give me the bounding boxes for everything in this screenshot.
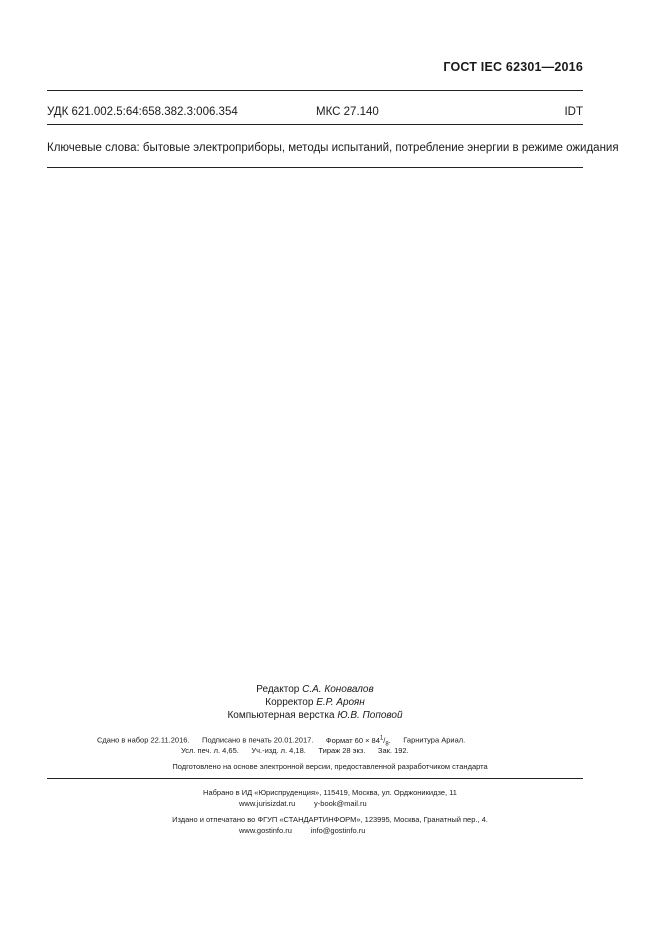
- printed-info: Издано и отпечатано во ФГУП «СТАНДАРТИНФОРМ», 123995, Москва, Гранатный пер., 4.: [172, 815, 488, 824]
- typeset-site-link[interactable]: www.jurisizdat.ru: [239, 799, 296, 808]
- udk-code: УДК 621.002.5:64:658.382.3:006.354: [47, 106, 238, 118]
- order-number: Зак. 192.: [377, 746, 409, 755]
- typeset-email-link[interactable]: y-book@mail.ru: [314, 799, 367, 808]
- prepared-note: Подготовлено на основе электронной версии, предоставленной разработчиком стандарта: [172, 762, 488, 771]
- printed-contacts: [239, 826, 365, 835]
- mks-code: МКС 27.140: [316, 106, 379, 118]
- footer-divider: [47, 778, 583, 779]
- format-prefix: Формат 60 × 84: [325, 735, 380, 745]
- format-sub: 8: [385, 741, 389, 747]
- idt-label: IDT: [564, 106, 583, 118]
- typeset-contacts: [239, 799, 367, 808]
- editor-label: Редактор: [256, 684, 300, 695]
- corrector-name: Е.Р. Ароян: [316, 697, 365, 708]
- font-info: Гарнитура Ариал.: [403, 735, 466, 745]
- classification-divider: [47, 124, 583, 125]
- format-sup: 1: [379, 735, 384, 741]
- layout-label: Компьютерная верстка: [227, 710, 335, 721]
- header-divider: [47, 90, 583, 91]
- pub-sheets: Уч.-изд. л. 4,18.: [251, 746, 306, 755]
- corrector-label: Корректор: [265, 697, 314, 708]
- standard-id: ГОСТ IEC 62301—2016: [443, 60, 583, 74]
- keywords-divider: [47, 167, 583, 168]
- print-format: Формат $60 \times 84^1/_8$.: [325, 735, 391, 747]
- print-run: Тираж 28 экз.: [318, 746, 366, 755]
- typeset-info: Набрано в ИД «Юриспруденция», 115419, Москва, ул. Орджоникидзе, 11: [203, 788, 457, 797]
- signed-date: Подписано в печать 20.01.2017.: [202, 735, 314, 745]
- printed-email-link[interactable]: info@gostinfo.ru: [310, 826, 366, 835]
- submitted-date: Сдано в набор 22.11.2016.: [97, 735, 190, 745]
- corrector-line: [165, 697, 465, 708]
- print-info-line-2: [181, 746, 409, 755]
- layout-name: Ю.В. Поповой: [337, 710, 403, 721]
- printed-site-link[interactable]: www.gostinfo.ru: [239, 826, 292, 835]
- print-sheets: Усл. печ. л. 4,65.: [181, 746, 239, 755]
- editor-name: С.А. Коновалов: [302, 684, 374, 695]
- layout-line: [165, 710, 465, 721]
- keywords-text: Ключевые слова: бытовые электроприборы, методы испытаний, потребление энергии в режиме ожидания: [47, 142, 619, 154]
- editor-line: [165, 684, 465, 695]
